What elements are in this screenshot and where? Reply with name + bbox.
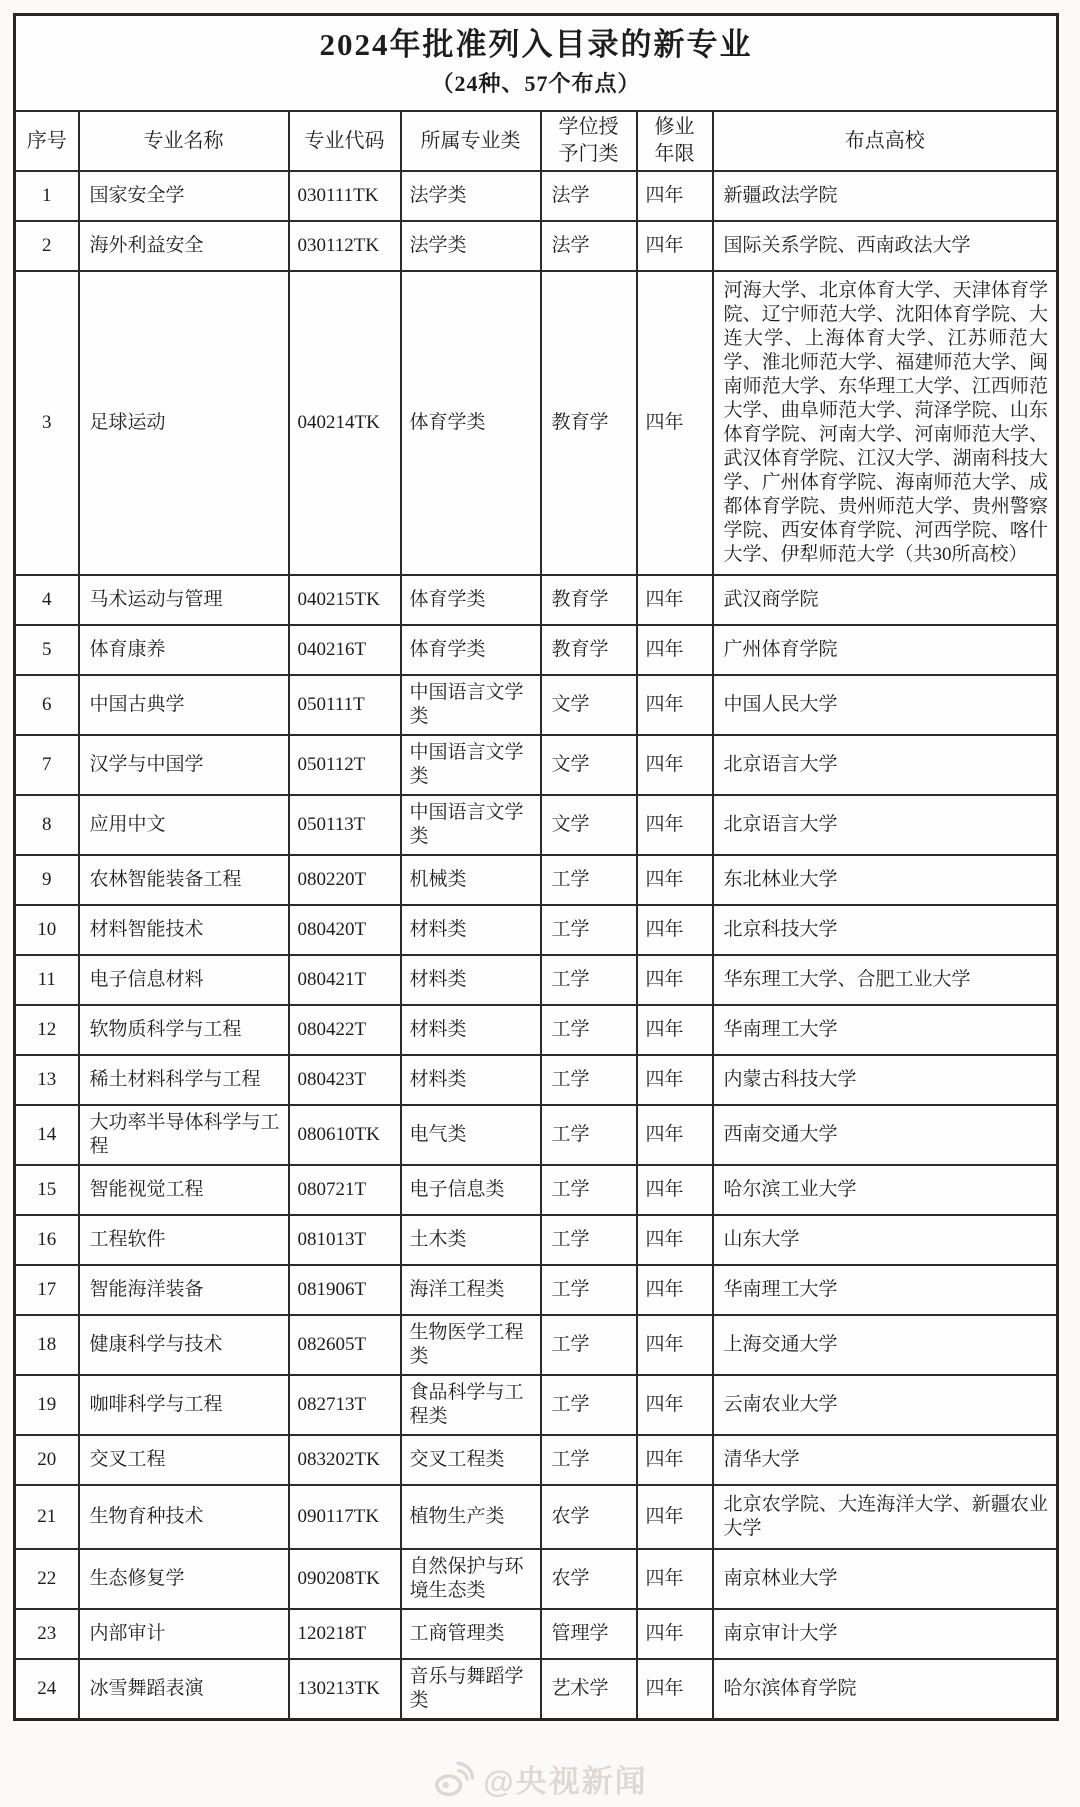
cell-code: 080423T — [289, 1055, 401, 1105]
cell-years: 四年 — [637, 1215, 713, 1265]
cell-category: 工商管理类 — [401, 1609, 541, 1659]
cell-schools: 华南理工大学 — [713, 1265, 1058, 1315]
cell-category: 材料类 — [401, 905, 541, 955]
cell-degree: 教育学 — [541, 575, 637, 625]
table-row — [15, 1609, 1058, 1659]
title-cell — [15, 15, 1058, 112]
cell-years: 四年 — [637, 1315, 713, 1375]
cell-code: 080220T — [289, 855, 401, 905]
cell-no: 19 — [15, 1375, 79, 1435]
cell-category: 体育学类 — [401, 625, 541, 675]
cell-degree: 文学 — [541, 735, 637, 795]
table-row — [15, 1055, 1058, 1105]
cell-no: 12 — [15, 1005, 79, 1055]
cell-name: 冰雪舞蹈表演 — [79, 1659, 289, 1720]
cell-name: 足球运动 — [79, 271, 289, 575]
cell-years: 四年 — [637, 1609, 713, 1659]
cell-no: 15 — [15, 1165, 79, 1215]
cell-name: 中国古典学 — [79, 675, 289, 735]
cell-name: 工程软件 — [79, 1215, 289, 1265]
cell-category: 音乐与舞蹈学类 — [401, 1659, 541, 1720]
column-header: 专业名称 — [79, 111, 289, 171]
cell-code: 040216T — [289, 625, 401, 675]
cell-years: 四年 — [637, 1659, 713, 1720]
column-header: 学位授予门类 — [541, 111, 637, 171]
cell-degree: 工学 — [541, 1215, 637, 1265]
cell-years: 四年 — [637, 625, 713, 675]
watermark-text: @央视新闻 — [483, 1764, 648, 1799]
cell-no: 6 — [15, 675, 79, 735]
cell-category: 电子信息类 — [401, 1165, 541, 1215]
cell-no: 5 — [15, 625, 79, 675]
table-row — [15, 1549, 1058, 1609]
cell-years: 四年 — [637, 1485, 713, 1549]
cell-category: 中国语言文学类 — [401, 735, 541, 795]
cell-degree: 工学 — [541, 1105, 637, 1165]
cell-years: 四年 — [637, 575, 713, 625]
cell-name: 大功率半导体科学与工程 — [79, 1105, 289, 1165]
cell-degree: 法学 — [541, 221, 637, 271]
cell-schools: 上海交通大学 — [713, 1315, 1058, 1375]
cell-schools: 哈尔滨体育学院 — [713, 1659, 1058, 1720]
cell-no: 14 — [15, 1105, 79, 1165]
cell-schools: 西南交通大学 — [713, 1105, 1058, 1165]
table-row — [15, 795, 1058, 855]
cell-degree: 工学 — [541, 1165, 637, 1215]
cell-schools: 中国人民大学 — [713, 675, 1058, 735]
cell-code: 030112TK — [289, 221, 401, 271]
cell-degree: 农学 — [541, 1485, 637, 1549]
cell-schools: 国际关系学院、西南政法大学 — [713, 221, 1058, 271]
cell-code: 081013T — [289, 1215, 401, 1265]
cell-degree: 工学 — [541, 955, 637, 1005]
cell-name: 材料智能技术 — [79, 905, 289, 955]
table-row — [15, 1005, 1058, 1055]
cell-no: 4 — [15, 575, 79, 625]
cell-category: 食品科学与工程类 — [401, 1375, 541, 1435]
cell-name: 国家安全学 — [79, 171, 289, 221]
column-header-row — [15, 111, 1058, 171]
cell-no: 10 — [15, 905, 79, 955]
cell-years: 四年 — [637, 1375, 713, 1435]
cell-years: 四年 — [637, 271, 713, 575]
cell-category: 海洋工程类 — [401, 1265, 541, 1315]
cell-code: 050113T — [289, 795, 401, 855]
cell-category: 材料类 — [401, 955, 541, 1005]
table-row — [15, 1165, 1058, 1215]
cell-category: 体育学类 — [401, 271, 541, 575]
column-header: 所属专业类 — [401, 111, 541, 171]
cell-code: 130213TK — [289, 1659, 401, 1720]
cell-degree: 工学 — [541, 1265, 637, 1315]
table-row — [15, 1215, 1058, 1265]
table-row — [15, 855, 1058, 905]
table-row — [15, 221, 1058, 271]
cell-no: 11 — [15, 955, 79, 1005]
cell-no: 18 — [15, 1315, 79, 1375]
cell-schools: 新疆政法学院 — [713, 171, 1058, 221]
column-header: 专业代码 — [289, 111, 401, 171]
cell-degree: 工学 — [541, 1375, 637, 1435]
cell-years: 四年 — [637, 221, 713, 271]
table-row — [15, 1435, 1058, 1485]
cell-degree: 艺术学 — [541, 1659, 637, 1720]
table-row — [15, 1315, 1058, 1375]
cell-years: 四年 — [637, 1105, 713, 1165]
new-majors-table — [13, 13, 1059, 1721]
table-row — [15, 1659, 1058, 1720]
watermark-footer — [0, 1750, 1080, 1807]
cell-name: 应用中文 — [79, 795, 289, 855]
cell-category: 法学类 — [401, 221, 541, 271]
cell-code: 080422T — [289, 1005, 401, 1055]
cell-code: 080721T — [289, 1165, 401, 1215]
cell-degree: 工学 — [541, 1435, 637, 1485]
cell-schools: 山东大学 — [713, 1215, 1058, 1265]
cell-degree: 文学 — [541, 795, 637, 855]
cell-code: 080420T — [289, 905, 401, 955]
cell-degree: 教育学 — [541, 625, 637, 675]
cell-no: 22 — [15, 1549, 79, 1609]
cell-name: 软物质科学与工程 — [79, 1005, 289, 1055]
cell-name: 海外利益安全 — [79, 221, 289, 271]
cell-degree: 工学 — [541, 905, 637, 955]
cell-degree: 农学 — [541, 1549, 637, 1609]
cell-code: 082713T — [289, 1375, 401, 1435]
cell-no: 3 — [15, 271, 79, 575]
cell-name: 稀土材料科学与工程 — [79, 1055, 289, 1105]
cell-code: 040214TK — [289, 271, 401, 575]
cell-category: 机械类 — [401, 855, 541, 905]
cell-degree: 文学 — [541, 675, 637, 735]
table-row — [15, 625, 1058, 675]
cell-schools: 北京科技大学 — [713, 905, 1058, 955]
table-row — [15, 1105, 1058, 1165]
title-row — [15, 15, 1058, 112]
page-title: 2024年批准列入目录的新专业 — [319, 27, 753, 62]
table-row — [15, 1375, 1058, 1435]
cell-degree: 工学 — [541, 1005, 637, 1055]
cell-name: 农林智能装备工程 — [79, 855, 289, 905]
cell-no: 7 — [15, 735, 79, 795]
cell-name: 汉学与中国学 — [79, 735, 289, 795]
cell-no: 8 — [15, 795, 79, 855]
cell-schools: 内蒙古科技大学 — [713, 1055, 1058, 1105]
cell-schools: 武汉商学院 — [713, 575, 1058, 625]
cell-schools: 南京林业大学 — [713, 1549, 1058, 1609]
cell-no: 9 — [15, 855, 79, 905]
cell-schools: 华东理工大学、合肥工业大学 — [713, 955, 1058, 1005]
table-row — [15, 675, 1058, 735]
page-subtitle: （24种、57个布点） — [431, 71, 641, 96]
cell-name: 电子信息材料 — [79, 955, 289, 1005]
cell-name: 智能视觉工程 — [79, 1165, 289, 1215]
cell-category: 体育学类 — [401, 575, 541, 625]
cell-years: 四年 — [637, 1435, 713, 1485]
cell-degree: 管理学 — [541, 1609, 637, 1659]
cell-code: 080421T — [289, 955, 401, 1005]
cell-years: 四年 — [637, 905, 713, 955]
cell-years: 四年 — [637, 1055, 713, 1105]
cell-name: 马术运动与管理 — [79, 575, 289, 625]
cell-category: 法学类 — [401, 171, 541, 221]
column-header: 修业年限 — [637, 111, 713, 171]
cell-name: 内部审计 — [79, 1609, 289, 1659]
cell-category: 交叉工程类 — [401, 1435, 541, 1485]
table-row — [15, 955, 1058, 1005]
cell-category: 土木类 — [401, 1215, 541, 1265]
cell-schools: 北京农学院、大连海洋大学、新疆农业大学 — [713, 1485, 1058, 1549]
cell-degree: 工学 — [541, 1055, 637, 1105]
cell-name: 健康科学与技术 — [79, 1315, 289, 1375]
cell-code: 090117TK — [289, 1485, 401, 1549]
table-row — [15, 905, 1058, 955]
cell-category: 材料类 — [401, 1005, 541, 1055]
cell-years: 四年 — [637, 171, 713, 221]
cell-no: 23 — [15, 1609, 79, 1659]
cell-name: 生态修复学 — [79, 1549, 289, 1609]
cell-years: 四年 — [637, 1165, 713, 1215]
cell-no: 16 — [15, 1215, 79, 1265]
cell-code: 040215TK — [289, 575, 401, 625]
cell-schools: 哈尔滨工业大学 — [713, 1165, 1058, 1215]
cell-years: 四年 — [637, 1549, 713, 1609]
cell-code: 080610TK — [289, 1105, 401, 1165]
cell-code: 090208TK — [289, 1549, 401, 1609]
column-header: 布点高校 — [713, 111, 1058, 171]
cell-years: 四年 — [637, 955, 713, 1005]
cell-degree: 法学 — [541, 171, 637, 221]
cell-no: 13 — [15, 1055, 79, 1105]
cell-schools: 东北林业大学 — [713, 855, 1058, 905]
cell-name: 咖啡科学与工程 — [79, 1375, 289, 1435]
cell-schools: 河海大学、北京体育大学、天津体育学院、辽宁师范大学、沈阳体育学院、大连大学、上海体育大学、江苏师范大学、淮北师范大学、福建师范大学、闽南师范大学、东华理工大学、江西师范大学、曲阜师范大学、菏泽学院、山东体育学院、河南大学、河南师范大学、武汉体育学院、江汉大学、湖南科技大学、广州体育学院、海南师范大学、成都体育学院、贵州师范大学、贵州警察学院、西安体育学院、河西学院、喀什大学、伊犁师范大学（共30所高校） — [713, 271, 1058, 575]
cell-code: 050111T — [289, 675, 401, 735]
cell-no: 24 — [15, 1659, 79, 1720]
cell-category: 自然保护与环境生态类 — [401, 1549, 541, 1609]
cell-schools: 北京语言大学 — [713, 795, 1058, 855]
cell-name: 交叉工程 — [79, 1435, 289, 1485]
cell-name: 生物育种技术 — [79, 1485, 289, 1549]
cell-category: 中国语言文学类 — [401, 795, 541, 855]
cell-years: 四年 — [637, 795, 713, 855]
cell-no: 1 — [15, 171, 79, 221]
table-body — [15, 171, 1058, 1720]
cell-name: 智能海洋装备 — [79, 1265, 289, 1315]
cell-years: 四年 — [637, 675, 713, 735]
cell-degree: 教育学 — [541, 271, 637, 575]
cell-category: 电气类 — [401, 1105, 541, 1165]
table-row — [15, 1485, 1058, 1549]
cell-years: 四年 — [637, 855, 713, 905]
table-row — [15, 1265, 1058, 1315]
cell-no: 21 — [15, 1485, 79, 1549]
column-header: 序号 — [15, 111, 79, 171]
table-row — [15, 171, 1058, 221]
cell-code: 120218T — [289, 1609, 401, 1659]
table-row — [15, 735, 1058, 795]
cell-code: 083202TK — [289, 1435, 401, 1485]
weibo-icon — [432, 1758, 474, 1800]
cell-schools: 清华大学 — [713, 1435, 1058, 1485]
cell-schools: 南京审计大学 — [713, 1609, 1058, 1659]
cell-no: 2 — [15, 221, 79, 271]
cell-schools: 北京语言大学 — [713, 735, 1058, 795]
table-row — [15, 271, 1058, 575]
cell-degree: 工学 — [541, 1315, 637, 1375]
cell-schools: 华南理工大学 — [713, 1005, 1058, 1055]
cell-category: 中国语言文学类 — [401, 675, 541, 735]
cell-schools: 广州体育学院 — [713, 625, 1058, 675]
cell-category: 植物生产类 — [401, 1485, 541, 1549]
cell-degree: 工学 — [541, 855, 637, 905]
cell-years: 四年 — [637, 1005, 713, 1055]
cell-category: 生物医学工程类 — [401, 1315, 541, 1375]
cell-code: 030111TK — [289, 171, 401, 221]
cell-no: 20 — [15, 1435, 79, 1485]
table-row — [15, 575, 1058, 625]
cell-code: 081906T — [289, 1265, 401, 1315]
cell-name: 体育康养 — [79, 625, 289, 675]
cell-category: 材料类 — [401, 1055, 541, 1105]
cell-years: 四年 — [637, 1265, 713, 1315]
cell-code: 082605T — [289, 1315, 401, 1375]
cell-code: 050112T — [289, 735, 401, 795]
cell-years: 四年 — [637, 735, 713, 795]
cell-no: 17 — [15, 1265, 79, 1315]
cell-schools: 云南农业大学 — [713, 1375, 1058, 1435]
